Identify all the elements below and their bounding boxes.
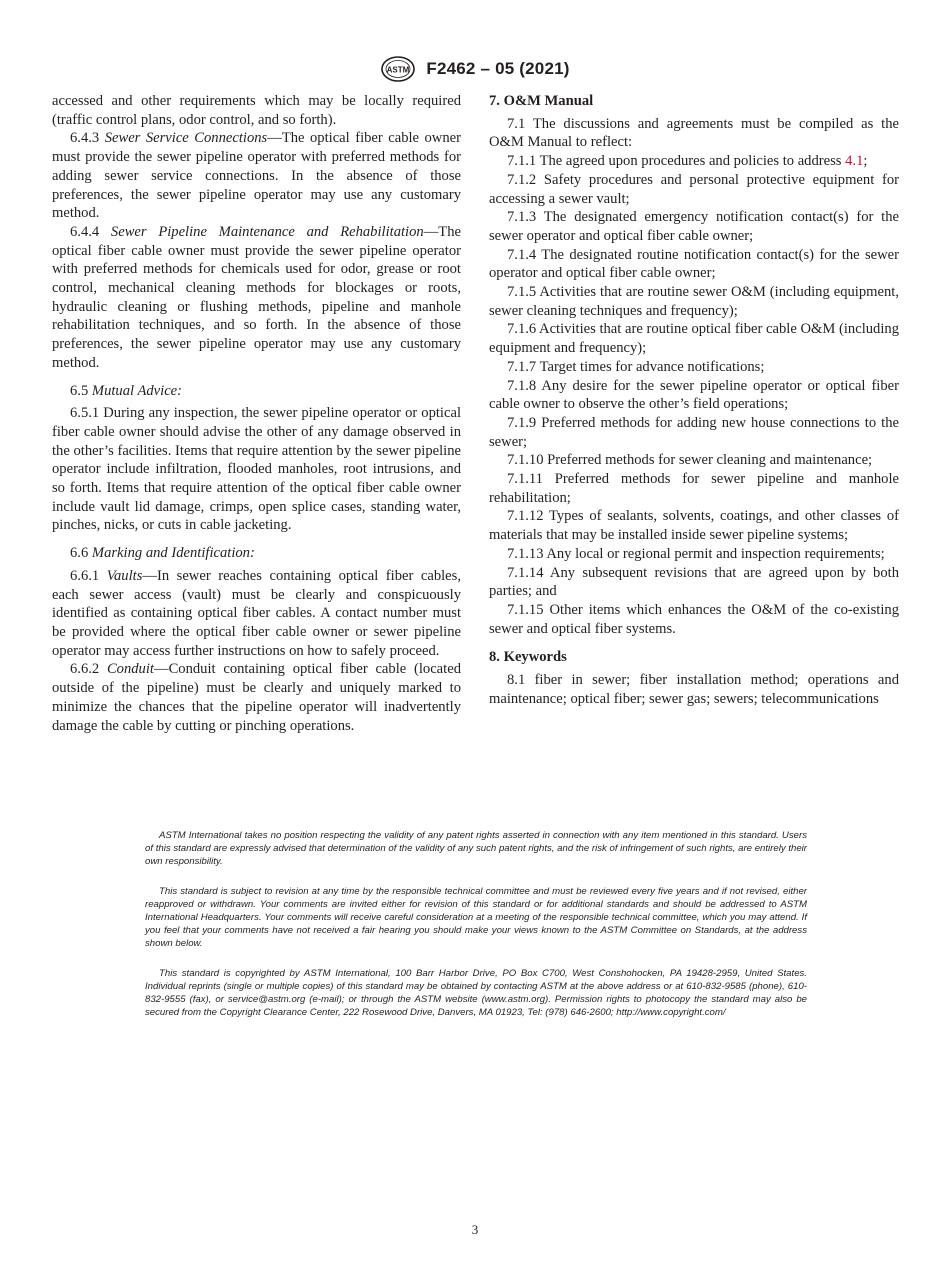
section-number: 6.6.1 (70, 567, 100, 584)
left-column (52, 92, 461, 735)
section-6-6-1 (52, 567, 461, 661)
section-title: Vaults (106, 567, 143, 584)
section-number: 6.6 (70, 545, 89, 562)
section-7-1-3: 7.1.3 The designated emergency notification contact(s) for the sewer operator and optical fiber cable owner; (489, 209, 899, 244)
section-7-1-11: 7.1.11 Preferred methods for sewer pipeline and manhole rehabilitation; (489, 471, 899, 506)
section-text: —The optical fiber cable owner must provide the sewer pipeline operator with preferred methods for adding sewer service connections. In the absence of those preferences, the sewer pipeline operator may use any customary method. (52, 130, 461, 222)
section-7-1-15: 7.1.15 Other items which enhances the O&M of the co-existing sewer and optical fiber systems. (489, 601, 899, 637)
section-6-5-heading (52, 382, 461, 401)
section-8-1: 8.1 fiber in sewer; fiber installation method; operations and maintenance; optical fiber; sewer gas; sewers; telecommunications (489, 672, 899, 707)
section-7-1-5: 7.1.5 Activities that are routine sewer O&M (including equipment, sewer cleaning techniques and frequency); (489, 284, 899, 319)
section-7-1-1 (489, 152, 899, 171)
section-title: Mutual Advice: (91, 382, 183, 399)
punctuation: ; (863, 153, 868, 170)
section-7-1-8: 7.1.8 Any desire for the sewer pipeline operator or optical fiber cable owner to observe the other’s field operations; (489, 377, 899, 413)
section-number: 6.4.3 (70, 130, 100, 147)
right-column (489, 92, 899, 709)
section-6-4-4 (52, 223, 461, 373)
footer-notices (145, 829, 807, 1036)
section-title: Conduit (106, 661, 154, 678)
section-7-1: 7.1 The discussions and agreements must be compiled as the O&M Manual to reflect: (489, 115, 899, 151)
section-text: —The optical fiber cable owner must provide the sewer pipeline operator with preferred methods for chemicals used for odor, grease or root control, mechanical cleaning methods for blockages or roots, hydraulic cleaning or flushing methods, pipeline and manhole rehabilitation techniques, and so forth. In the absence of those preferences, the sewer pipeline operator may use any customary method. (52, 223, 461, 371)
revision-notice: This standard is subject to revision at any time by the responsible technical committee and must be reviewed every five years and if not revised, either reapproved or withdrawn. Your comments are invited either for revision of this standard or for additional standards and should be addressed to ASTM International Headquarters. Your comments will receive careful consideration at a meeting of the responsible technical committee, which you may attend. If you feel that your comments have not received a fair hearing you should make your views known to the ASTM Committee on Standards, at the address shown below. (145, 886, 807, 949)
section-number: 6.5 (70, 382, 89, 399)
section-text: 7.1.1 The agreed upon procedures and policies to address (507, 153, 842, 170)
copyright-notice: This standard is copyrighted by ASTM International, 100 Barr Harbor Drive, PO Box C700, West Conshohocken, PA 19428-2959, United States. Individual reprints (single or multiple copies) of this standard may be obtained by contacting ASTM at the above address or at 610-832-9585 (phone), 610-832-9555 (fax), or service@astm.org (e-mail); or through the ASTM website (www.astm.org). Permission rights to photocopy the standard may also be secured from the Copyright Clearance Center, 222 Rosewood Drive, Danvers, MA 01923, Tel: (978) 646-2600; http://www.copyright.com/ (145, 968, 807, 1018)
section-6-4-3 (52, 129, 461, 223)
logo-lettering: ASTM (387, 65, 410, 75)
section-6-5-1: 6.5.1 During any inspection, the sewer pipeline operator or optical fiber cable owner should advise the other of any damage observed in the other’s facilities. Items that require attention by the sewer pipeline operator include infiltration, flooded manholes, root intrusions, and so forth. Items that require attention of the optical fiber cable owner include vault lid damage, crimps, open splice cases, standing water, pinches, nicks, or cuts in cable jacketing. (52, 405, 461, 534)
section-7-1-12: 7.1.12 Types of sealants, solvents, coatings, and other classes of materials that may be installed inside sewer pipeline systems; (489, 508, 899, 544)
section-text: —In sewer reaches containing optical fiber cables, each sewer access (vault) must be clearly and conspicuously identified as containing optical fiber cables. A contact number must be provided where the optical fiber cable owner or sewer pipeline operator may access further instructions on how to safely proceed. (52, 567, 461, 659)
section-title: Sewer Service Connections (104, 130, 268, 147)
paragraph-continuation: accessed and other requirements which may be locally required (traffic control plans, odor control, and so forth). (52, 93, 461, 128)
section-7-1-10: 7.1.10 Preferred methods for sewer cleaning and maintenance; (507, 452, 873, 469)
page-number: 3 (471, 1222, 479, 1237)
section-text: —Conduit containing optical fiber cable (located outside of the pipeline) must be clearly and uniquely marked to minimize the chances that the pipeline operator will inadvertently damage the cable by cutting or pinching operations. (52, 661, 461, 734)
standard-designation: F2462 – 05 (2021) (426, 59, 570, 78)
astm-logo-icon (380, 55, 416, 83)
section-7-1-6: 7.1.6 Activities that are routine optical fiber cable O&M (including equipment and frequency); (489, 321, 899, 357)
section-7-1-14: 7.1.14 Any subsequent revisions that are agreed upon by both parties; and (489, 564, 899, 600)
section-number: 6.4.4 (70, 223, 100, 240)
page-header (0, 55, 950, 85)
section-7-1-7: 7.1.7 Target times for advance notifications; (507, 358, 765, 375)
patent-notice: ASTM International takes no position respecting the validity of any patent rights asserted in connection with any item mentioned in this standard. Users of this standard are expressly advised that determination of the validity of any such patent rights, and the risk of infringement of such rights, are entirely their own responsibility. (145, 830, 807, 867)
cross-reference-link[interactable]: 4.1 (845, 153, 864, 170)
section-title: Sewer Pipeline Maintenance and Rehabilitation (110, 223, 424, 240)
section-number: 6.6.2 (70, 661, 100, 678)
section-7-heading: 7. O&M Manual (489, 93, 594, 109)
section-7-1-4: 7.1.4 The designated routine notification contact(s) for the sewer operator and optical fiber cable owner; (489, 246, 899, 282)
section-7-1-2: 7.1.2 Safety procedures and personal protective equipment for accessing a sewer vault; (489, 171, 899, 207)
section-6-6-2 (52, 660, 461, 735)
section-8-heading: 8. Keywords (489, 649, 567, 666)
section-7-1-13: 7.1.13 Any local or regional permit and inspection requirements; (507, 545, 885, 562)
section-title: Marking and Identification: (91, 545, 255, 562)
section-6-6-heading (52, 544, 461, 563)
section-7-1-9: 7.1.9 Preferred methods for adding new house connections to the sewer; (489, 414, 899, 450)
